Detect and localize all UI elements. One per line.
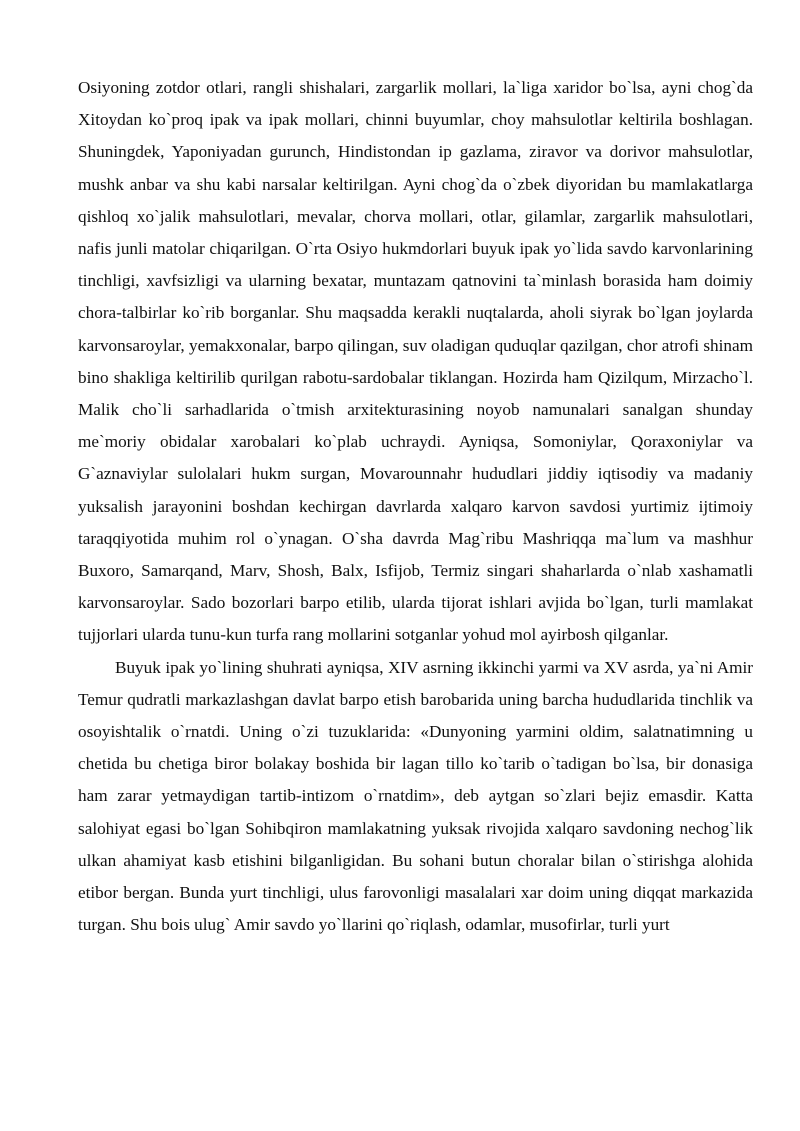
document-page	[78, 72, 753, 941]
paragraph-2: Buyuk ipak yo`lining shuhrati ayniqsa, XIV asrning ikkinchi yarmi va XV asrda, ya`ni Amir Temur qudratli markazlashgan davlat barpo etish barobarida uning barcha hududlarida tinchlik va osoyishtalik o`rnatdi. Uning o`zi tuzuklarida: «Dunyoning yarmini oldim, salatnatimning u chetida bu chetiga biror bolakay boshida bir lagan tillo ko`tarib o`tadigan bo`lsa, bir donasiga ham zarar yetmaydigan tartib-intizom o`rnatdim», deb aytgan so`zlari bejiz emasdir. Katta salohiyat egasi bo`lgan Sohibqiron mamlakatning yuksak rivojida xalqaro savdoning nechog`lik ulkan ahamiyat kasb etishini bilganligidan. Bu sohani butun choralar bilan o`stirishga alohida etibor bergan. Bunda yurt tinchligi, ulus farovonligi masalalari xar doim uning diqqat markazida turgan. Shu bois ulug` Amir savdo yo`llarini qo`riqlash, odamlar, musofirlar, turli yurt	[78, 657, 753, 935]
paragraph-1: Osiyoning zotdor otlari, rangli shishalari, zargarlik mollari, la`liga xaridor bo`lsa, ayni chog`da Xitoydan ko`proq ipak va ipak mollari, chinni buyumlar, choy mahsulotlar keltirila boshlagan. Shuningdek, Yaponiyadan gurunch, Hindistondan ip gazlama, ziravor va dorivor mahsulotlar, mushk anbar va shu kabi narsalar keltirilgan. Ayni chog`da o`zbek diyoridan bu mamlakatlarga qishloq xo`jalik mahsulotlari, mevalar, chorva mollari, otlar, gilamlar, zargarlik mahsulotlari, nafis junli matolar chiqarilgan. O`rta Osiyo hukmdorlari buyuk ipak yo`lida savdo karvonlarining tinchligi, xavfsizligi va ularning bexatar, muntazam qatnovini ta`minlash borasida ham doimiy chora-talbirlar ko`rib borganlar. Shu maqsadda kerakli nuqtalarda, aholi siyrak bo`lgan joylarda karvonsaroylar, yemakxonalar, barpo qilingan, suv oladigan quduqlar qazilgan, chor atrofi shinam bino shakliga keltirilib qurilgan rabotu-sardobalar tiklangan. Hozirda ham Qizilqum, Mirzacho`l. Malik cho`li sarhadlarida o`tmish arxitekturasining noyob namunalari sanalgan shunday me`moriy obidalar xarobalari ko`plab uchraydi. Ayniqsa, Somoniylar, Qoraxoniylar va G`aznaviylar sulolalari hukm surgan, Movarounnahr hududlari jiddiy iqtisodiy va madaniy yuksalish jarayonini boshdan kechirgan davrlarda xalqaro karvon savdosi yurtimiz ijtimoiy taraqqiyotida muhim rol o`ynagan. O`sha davrda Mag`ribu Mashriqqa ma`lum va mashhur Buxoro, Samarqand, Marv, Shosh, Balx, Isfijob, Termiz singari shaharlarda o`nlab xashamatli karvonsaroylar. Sado bozorlari barpo etilib, ularda tijorat ishlari avjida bo`lgan, turli mamlakat tujjorlari ularda tunu-kun turfa rang mollarini sotganlar yohud mol ayirbosh qilganlar.	[78, 78, 753, 645]
